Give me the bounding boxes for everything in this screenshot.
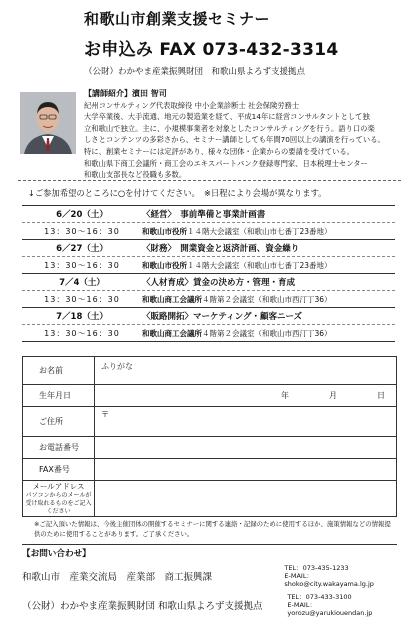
session-time: 13：30～16：30	[44, 328, 120, 338]
address-label: ご住所	[23, 407, 95, 437]
lecturer-line: 和歌山県下商工会議所・商工会のエキスパートバンク登録専門家、日本税理士センター	[84, 158, 368, 168]
contact-tel: TEL：073-433-3100	[287, 593, 352, 601]
contact-heading: 【お問い合わせ】	[22, 549, 91, 559]
session-venue-name: 和歌山商工会議所	[142, 328, 202, 338]
contact-org: 和歌山市 産業交流局 産業部 商工振興課	[22, 572, 213, 583]
form-row-name	[23, 357, 397, 385]
session-title: 〈人材育成〉賃金の決め方・管理・育成	[142, 278, 296, 288]
lecturer-name: 濱田 智司	[132, 89, 167, 98]
privacy-note: ※ご記入頂いた情報は、今後主催団体の開催するセミナーに関する連絡・記録のために使用するほか、施策情報などの情報提供のために使用することがあります。ご了承ください。	[34, 520, 391, 538]
lecturer-heading: 【講師紹介】	[84, 89, 132, 98]
month-label: 月	[329, 391, 337, 400]
application-form	[22, 356, 397, 517]
fax-label: FAX番号	[23, 459, 95, 481]
participation-notice: ↓ご参加希望のところに○を付けてください。 ※日程により会場が異なります。	[28, 188, 327, 198]
session-date: 6／20（土）	[56, 210, 108, 220]
divider	[22, 341, 395, 342]
mail-note: パソコンからのメールが受け取れるものをご記入ください	[25, 492, 92, 515]
form-row-birth	[23, 385, 397, 407]
birth-field[interactable]	[95, 385, 397, 407]
form-row-fax	[23, 459, 397, 481]
session-row[interactable]	[22, 240, 395, 256]
day-label: 日	[377, 391, 385, 400]
session-row[interactable]	[22, 206, 395, 222]
contact-mail[interactable]: E-MAIL：shoko@city.wakayama.lg.jp	[284, 572, 374, 588]
name-label: お名前	[23, 357, 95, 385]
lecturer-line: 和歌山支部長など役職も多数。	[84, 170, 187, 180]
session-venue-name: 和歌山商工会議所	[142, 294, 202, 304]
lecturer-photo	[20, 92, 76, 154]
name-field[interactable]	[95, 357, 397, 385]
session-date: 7／4（土）	[59, 278, 105, 288]
fax-title: お申込み FAX 073-432-3314	[84, 40, 339, 60]
contact-section	[22, 544, 397, 617]
session-title: 〈財務〉 開業資金と返済計画、資金繰り	[142, 244, 300, 254]
lecturer-line: 紀州コンサルティング代表取締役 中小企業診断士 社会保険労務士	[84, 100, 300, 110]
lecturer-line: しさとコンテンツの多彩さから、セミナー講師としても年間70回以上の講演を行っている。	[84, 135, 385, 145]
organizer: （公財）わかやま産業振興財団 和歌山県よろず支援拠点	[84, 67, 306, 77]
furigana-label: ふりがな	[101, 362, 133, 371]
session-venue: ４階第２会議室（和歌山市西汀丁36）	[202, 294, 332, 304]
session-detail	[22, 257, 395, 273]
postal-mark: 〒	[101, 410, 109, 419]
contact-org: （公財）わかやま産業振興財団 和歌山県よろず支援拠点	[22, 601, 263, 612]
mail-label-cell	[23, 481, 95, 517]
session-time: 13：30～16：30	[44, 260, 120, 270]
contact-tel: TEL：073-435-1233	[284, 564, 349, 572]
session-title: 〈経営〉 事前準備と事業計画書	[142, 210, 266, 220]
lecturer-line: 特に、創業セミナーには定評があり、様々な団体・企業からの要請を受けている。	[84, 146, 354, 156]
header	[84, 8, 404, 77]
session-detail	[22, 291, 395, 307]
form-row-phone	[23, 437, 397, 459]
schedule	[22, 205, 395, 342]
birth-label: 生年月日	[23, 385, 95, 407]
fax-field[interactable]	[95, 459, 397, 481]
mail-field[interactable]	[95, 481, 397, 517]
year-label: 年	[281, 391, 289, 400]
contact-row	[22, 564, 397, 588]
session-row[interactable]	[22, 308, 395, 324]
form-row-mail	[23, 481, 397, 517]
address-field[interactable]	[95, 407, 397, 437]
phone-label: お電話番号	[23, 437, 95, 459]
session-detail	[22, 223, 395, 239]
session-time: 13：30～16：30	[44, 294, 120, 304]
session-row[interactable]	[22, 274, 395, 290]
lecturer-intro	[84, 88, 406, 181]
session-venue-name: 和歌山市役所	[142, 260, 187, 270]
contact-mail[interactable]: E-MAIL：yorozu@yarukiouendan.jp	[287, 601, 373, 617]
mail-label: メールアドレス	[32, 482, 85, 491]
contact-row	[22, 593, 397, 617]
lecturer-line: 大学卒業後、大手流通、地元の製造業を経て、平成14年に経営コンサルタントとして独	[84, 112, 370, 122]
session-detail	[22, 325, 395, 341]
session-time: 13：30～16：30	[44, 226, 120, 236]
session-venue: ４階第２会議室（和歌山市西汀丁36）	[202, 328, 332, 338]
session-venue-name: 和歌山市役所	[142, 226, 187, 236]
lecturer-line: 立和歌山で独立。主に、小規模事業者を対象としたコンサルティングを行う。語り口の楽	[84, 123, 375, 133]
session-venue: １４階大会議室（和歌山市七番丁23番地）	[187, 226, 332, 236]
session-venue: １４階大会議室（和歌山市七番丁23番地）	[187, 260, 332, 270]
session-date: 6／27（土）	[56, 244, 108, 254]
divider	[18, 180, 401, 181]
form-row-address	[23, 407, 397, 437]
session-title: 〈販路開拓〉マーケティング・顧客ニーズ	[142, 312, 303, 322]
seminar-title: 和歌山市創業支援セミナー	[84, 10, 271, 28]
phone-field[interactable]	[95, 437, 397, 459]
session-date: 7／18（土）	[56, 312, 108, 322]
